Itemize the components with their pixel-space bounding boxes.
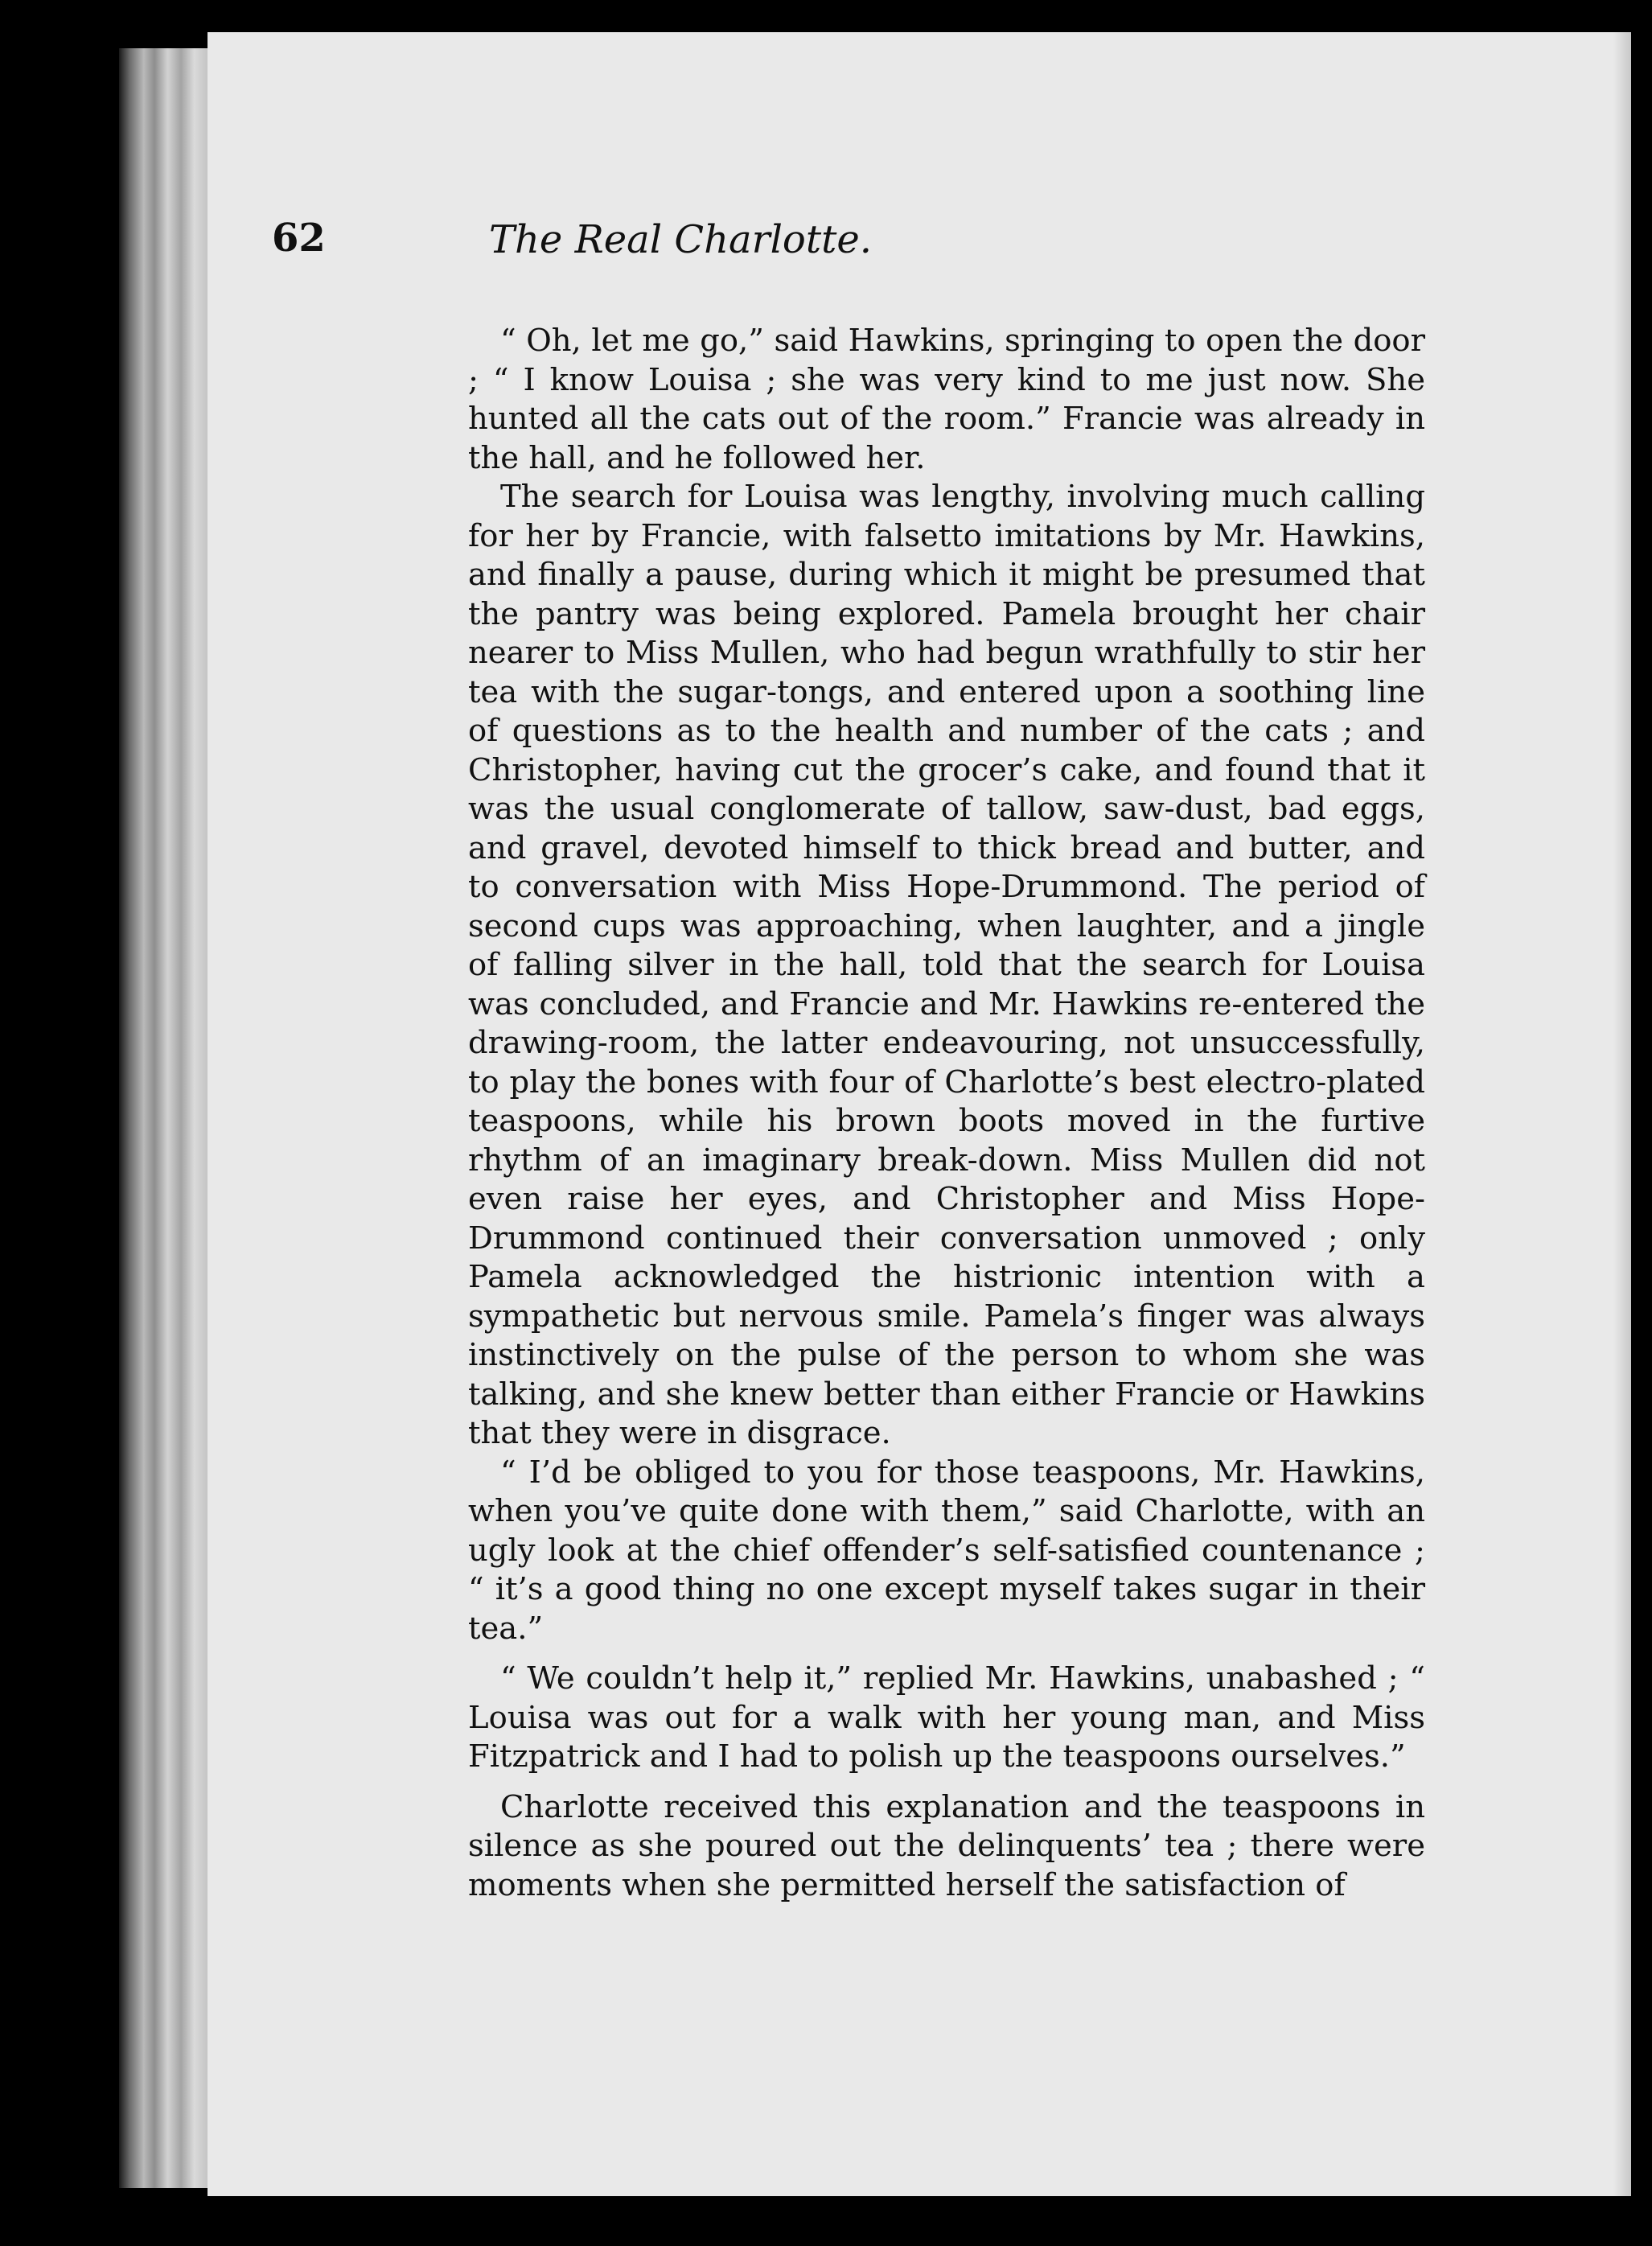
paragraph: The search for Louisa was lengthy, involving much calling for her by Francie, with falsetto imitations by Mr. Hawkins, and finally a pause, during which it might be presumed that the pantry was being explored. Pamela brought her chair nearer to Miss Mullen, who had begun wrathfully to stir her tea with the sugar-tongs, and entered upon a soothing line of questions as to the health and number of the cats ; and Christopher, having cut the grocer’s cake, and found that it was the usual conglomerate of tallow, saw-dust, bad eggs, and gravel, devoted himself to thick bread and butter, and to conversation with Miss Hope-Drummond. The period of second cups was approaching, when laughter, and a jingle of falling silver in the hall, told that the search for Louisa was concluded, and Francie and Mr. Hawkins re-entered the drawing-room, the latter endeavouring, not unsuccessfully, to play the bones with four of Charlotte’s best electro-plated teaspoons, while his brown boots moved in the furtive rhythm of an imaginary break-down. Miss Mullen did not even raise her eyes, and Christopher and Miss Hope-Drummond continued their conversation unmoved ; only Pamela acknowledged the histrionic intention with a sympathetic but nervous smile. Pamela’s finger was always instinctively on the pulse of the person to whom she was talking, and she knew better than either Francie or Hawkins that they were in disgrace.: [468, 479, 1425, 1451]
paragraph: “ We couldn’t help it,” replied Mr. Hawkins, unabashed ; “ Louisa was out for a walk with her young man, and Miss Fitzpatrick and I had to polish up the teaspoons ourselves.”: [468, 1660, 1425, 1775]
paragraph: “ Oh, let me go,” said Hawkins, springing to open the door ; “ I know Louisa ; she was very kind to me just now. She hunted all the cats out of the room.” Francie was already in the hall, and he followed her.: [468, 323, 1425, 476]
book-spine: [119, 48, 208, 2188]
paragraph: “ I’d be obliged to you for those teaspoons, Mr. Hawkins, when you’ve quite done with them,” said Charlotte, with an ugly look at the chief offender’s self-satisfied countenance ; “ it’s a good thing no one except myself takes sugar in their tea.”: [468, 1454, 1425, 1647]
body-text: [468, 322, 1425, 1905]
page-header: [272, 216, 1173, 280]
running-title: The Real Charlotte.: [489, 217, 873, 262]
page-edge: [1613, 32, 1631, 2196]
paragraph: Charlotte received this explanation and the teaspoons in silence as she poured out the delinquents’ tea ; there were moments when she permitted herself the satisfaction of: [468, 1788, 1425, 1903]
page-number: 62: [272, 216, 326, 261]
